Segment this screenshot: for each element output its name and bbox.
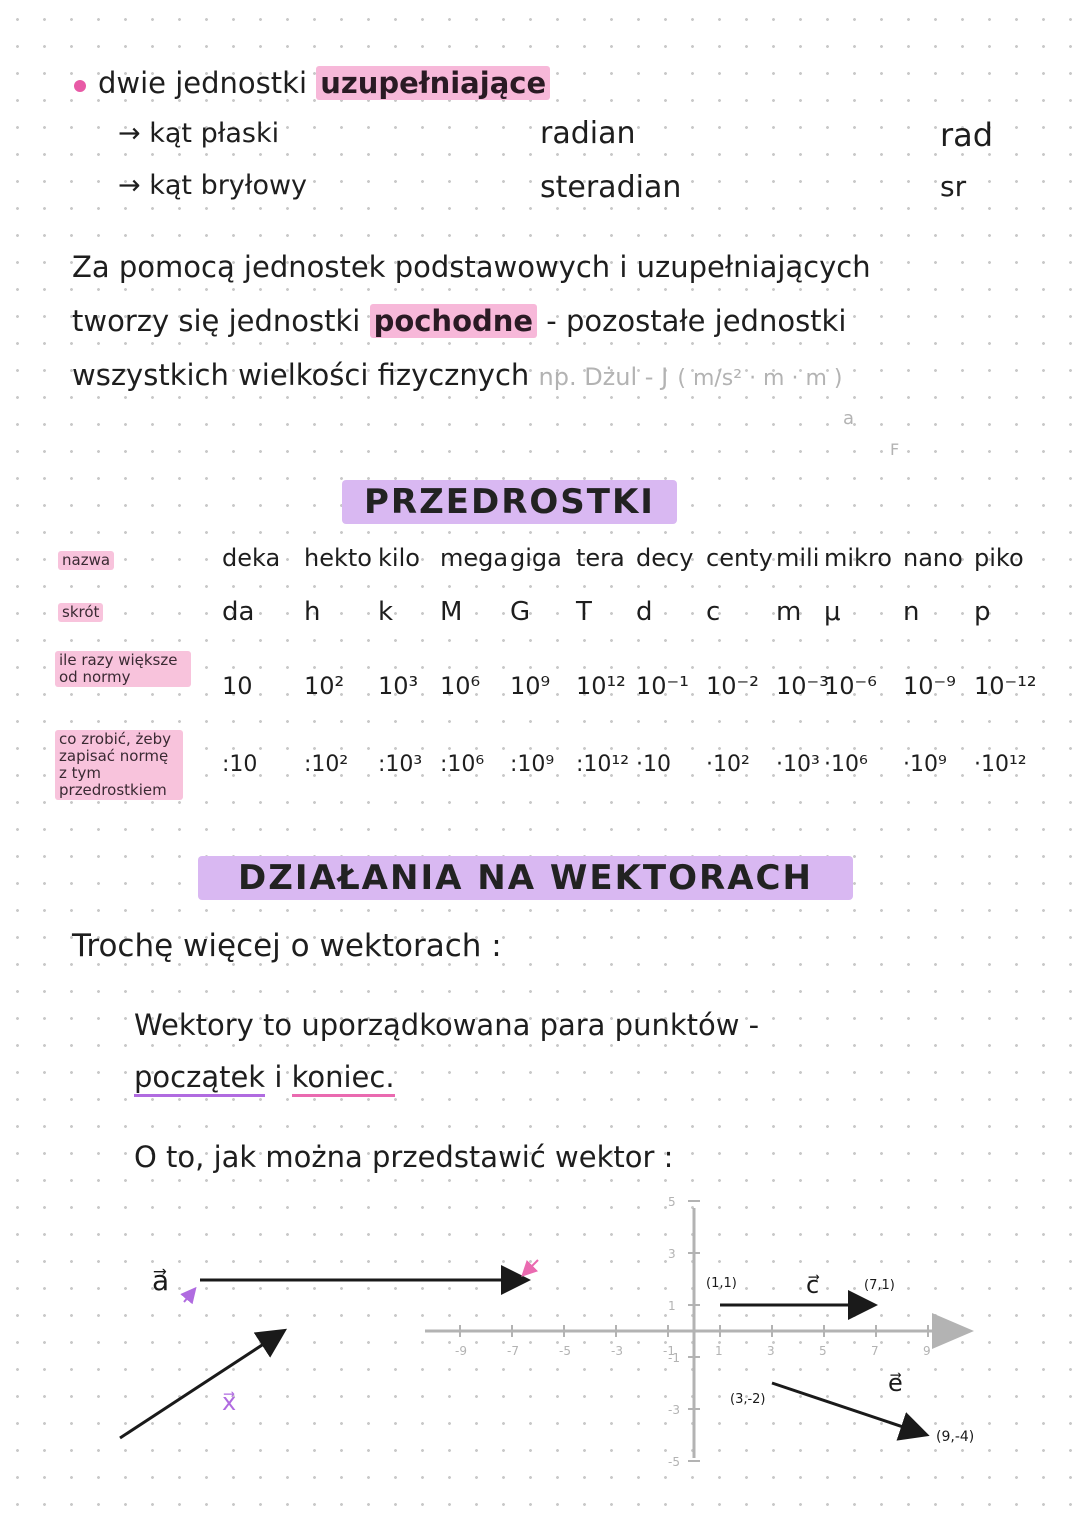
prefix-conversion: ·10³: [776, 752, 820, 777]
x-tick-label: -1: [663, 1344, 675, 1358]
prefix-factor: 10⁻³: [776, 672, 829, 700]
vector-c-start-point: (1,1): [706, 1276, 737, 1291]
y-tick-label: -5: [668, 1455, 680, 1469]
x-tick-label: 5: [819, 1344, 827, 1358]
unit-symbol-sr: sr: [940, 170, 967, 203]
prefixes-title: PRZEDROSTKI: [342, 480, 677, 524]
row-label-convert: co zrobić, żeby zapisać normę z tym przedrostkiem: [55, 730, 183, 800]
row-label-abbr: skrót: [58, 603, 103, 622]
supplementary-row-2: → kąt bryłowy: [118, 170, 308, 201]
prefix-conversion: :10²: [304, 752, 349, 777]
prefix-conversion: ·10⁶: [824, 752, 868, 777]
prefix-factor: 10⁻²: [706, 672, 759, 700]
formula-brace-a: a: [843, 408, 855, 429]
row-label-name: nazwa: [58, 551, 114, 570]
coordinate-system: [420, 1190, 980, 1480]
arrow-right-icon: →: [118, 118, 141, 149]
supplementary-highlight: uzupełniające: [316, 66, 550, 100]
prefix-name: deka: [222, 544, 281, 572]
y-tick-label: -3: [668, 1403, 680, 1417]
prefix-conversion: :10³: [378, 752, 423, 777]
x-tick-label: 9: [923, 1344, 931, 1358]
prefix-abbr: G: [510, 597, 531, 627]
derived-highlight: pochodne: [370, 304, 538, 338]
arrow-right-icon: →: [118, 170, 141, 201]
derived-line-1: Za pomocą jednostek podstawowych i uzupełniających: [72, 250, 871, 284]
y-tick-label: -1: [668, 1351, 680, 1365]
x-tick-label: -5: [559, 1344, 571, 1358]
prefix-abbr: d: [636, 597, 653, 627]
prefix-name: mili: [776, 544, 820, 572]
prefix-conversion: ·10²: [706, 752, 750, 777]
prefix-abbr: c: [706, 597, 721, 627]
prefix-name: hekto: [304, 544, 372, 572]
formula-brace-f: F: [890, 440, 900, 459]
prefix-name: nano: [903, 544, 963, 572]
term-end: koniec.: [292, 1060, 395, 1097]
row-label-factor: ile razy większe od normy: [55, 651, 191, 687]
vectors-title: DZIAŁANIA NA WEKTORACH: [198, 856, 853, 900]
term-start: początek: [134, 1060, 265, 1097]
prefix-factor: 10⁹: [510, 672, 551, 700]
prefix-name: piko: [974, 544, 1024, 572]
prefix-abbr: h: [304, 597, 321, 627]
prefix-factor: 10¹²: [576, 672, 626, 700]
prefix-abbr: k: [378, 597, 394, 627]
prefix-name: decy: [636, 544, 694, 572]
prefix-conversion: ·10: [636, 752, 671, 777]
prefix-factor: 10⁻¹: [636, 672, 689, 700]
prefix-conversion: :10: [222, 752, 258, 777]
y-tick-label: 5: [668, 1195, 676, 1209]
y-tick-label: 1: [668, 1299, 676, 1313]
prefix-name: mikro: [824, 544, 892, 572]
derived-line-3: wszystkich wielkości fizycznych np. Dżul - J ( m/s² · m · m ): [72, 358, 843, 392]
vectors-intro: Trochę więcej o wektorach :: [72, 928, 502, 964]
vector-e-end-point: (9,-4): [936, 1429, 975, 1445]
y-tick-label: 3: [668, 1247, 676, 1261]
prefix-conversion: :10¹²: [576, 752, 630, 777]
supplementary-row-1: → kąt płaski: [118, 118, 280, 149]
prefix-conversion: :10⁶: [440, 752, 485, 777]
prefix-factor: 10⁻⁶: [824, 672, 877, 700]
vector-definition-line-1: Wektory to uporządkowana para punktów -: [134, 1008, 760, 1042]
supplementary-heading: dwie jednostki uzupełniające: [98, 66, 550, 100]
prefix-abbr: p: [974, 597, 991, 627]
unit-name-steradian: steradian: [540, 170, 682, 205]
bullet-icon: [74, 80, 86, 92]
derived-example: np. Dżul - J: [538, 363, 669, 391]
x-tick-label: -7: [507, 1344, 519, 1358]
x-tick-label: -9: [455, 1344, 467, 1358]
vector-e-start-point: (3,-2): [730, 1392, 766, 1407]
prefix-factor: 10²: [304, 672, 345, 700]
prefix-factor: 10⁶: [440, 672, 481, 700]
prefix-factor: 10³: [378, 672, 419, 700]
derived-line-2: tworzy się jednostki pochodne - pozostałe jednostki: [72, 304, 847, 338]
prefix-abbr: da: [222, 597, 255, 627]
derived-formula: ( m/s² · m · m ): [677, 366, 843, 391]
prefix-name: giga: [510, 544, 562, 572]
prefix-name: centy: [706, 544, 773, 572]
prefix-abbr: m: [776, 597, 802, 627]
vector-e-label: e⃗: [888, 1369, 903, 1397]
prefix-name: kilo: [378, 544, 420, 572]
prefix-abbr: M: [440, 597, 463, 627]
vector-x-label: x⃗: [222, 1388, 237, 1416]
vector-c-label: c⃗: [806, 1271, 820, 1299]
prefix-abbr: n: [903, 597, 920, 627]
prefix-factor: 10⁻⁹: [903, 672, 956, 700]
how-to-line: O to, jak można przedstawić wektor :: [134, 1140, 674, 1174]
prefix-abbr: T: [576, 597, 592, 627]
unit-name-radian: radian: [540, 116, 636, 151]
vector-c-end-point: (7,1): [864, 1278, 895, 1293]
vector-x: [120, 1332, 282, 1438]
start-marker-arrow-icon: [184, 1290, 194, 1302]
x-tick-label: 1: [715, 1344, 723, 1358]
vector-a-label: a⃗: [152, 1264, 170, 1297]
prefix-conversion: ·10⁹: [903, 752, 947, 777]
x-tick-label: -3: [611, 1344, 623, 1358]
prefix-conversion: :10⁹: [510, 752, 555, 777]
prefix-conversion: ·10¹²: [974, 752, 1027, 777]
prefix-factor: 10⁻¹²: [974, 672, 1037, 700]
x-tick-label: 3: [767, 1344, 775, 1358]
vector-definition-line-2: początek i koniec.: [134, 1060, 395, 1094]
prefix-factor: 10: [222, 672, 253, 700]
prefix-abbr: μ: [824, 597, 841, 627]
prefix-name: mega: [440, 544, 509, 572]
x-tick-label: 7: [871, 1344, 879, 1358]
unit-symbol-rad: rad: [940, 116, 994, 154]
prefix-name: tera: [576, 544, 625, 572]
